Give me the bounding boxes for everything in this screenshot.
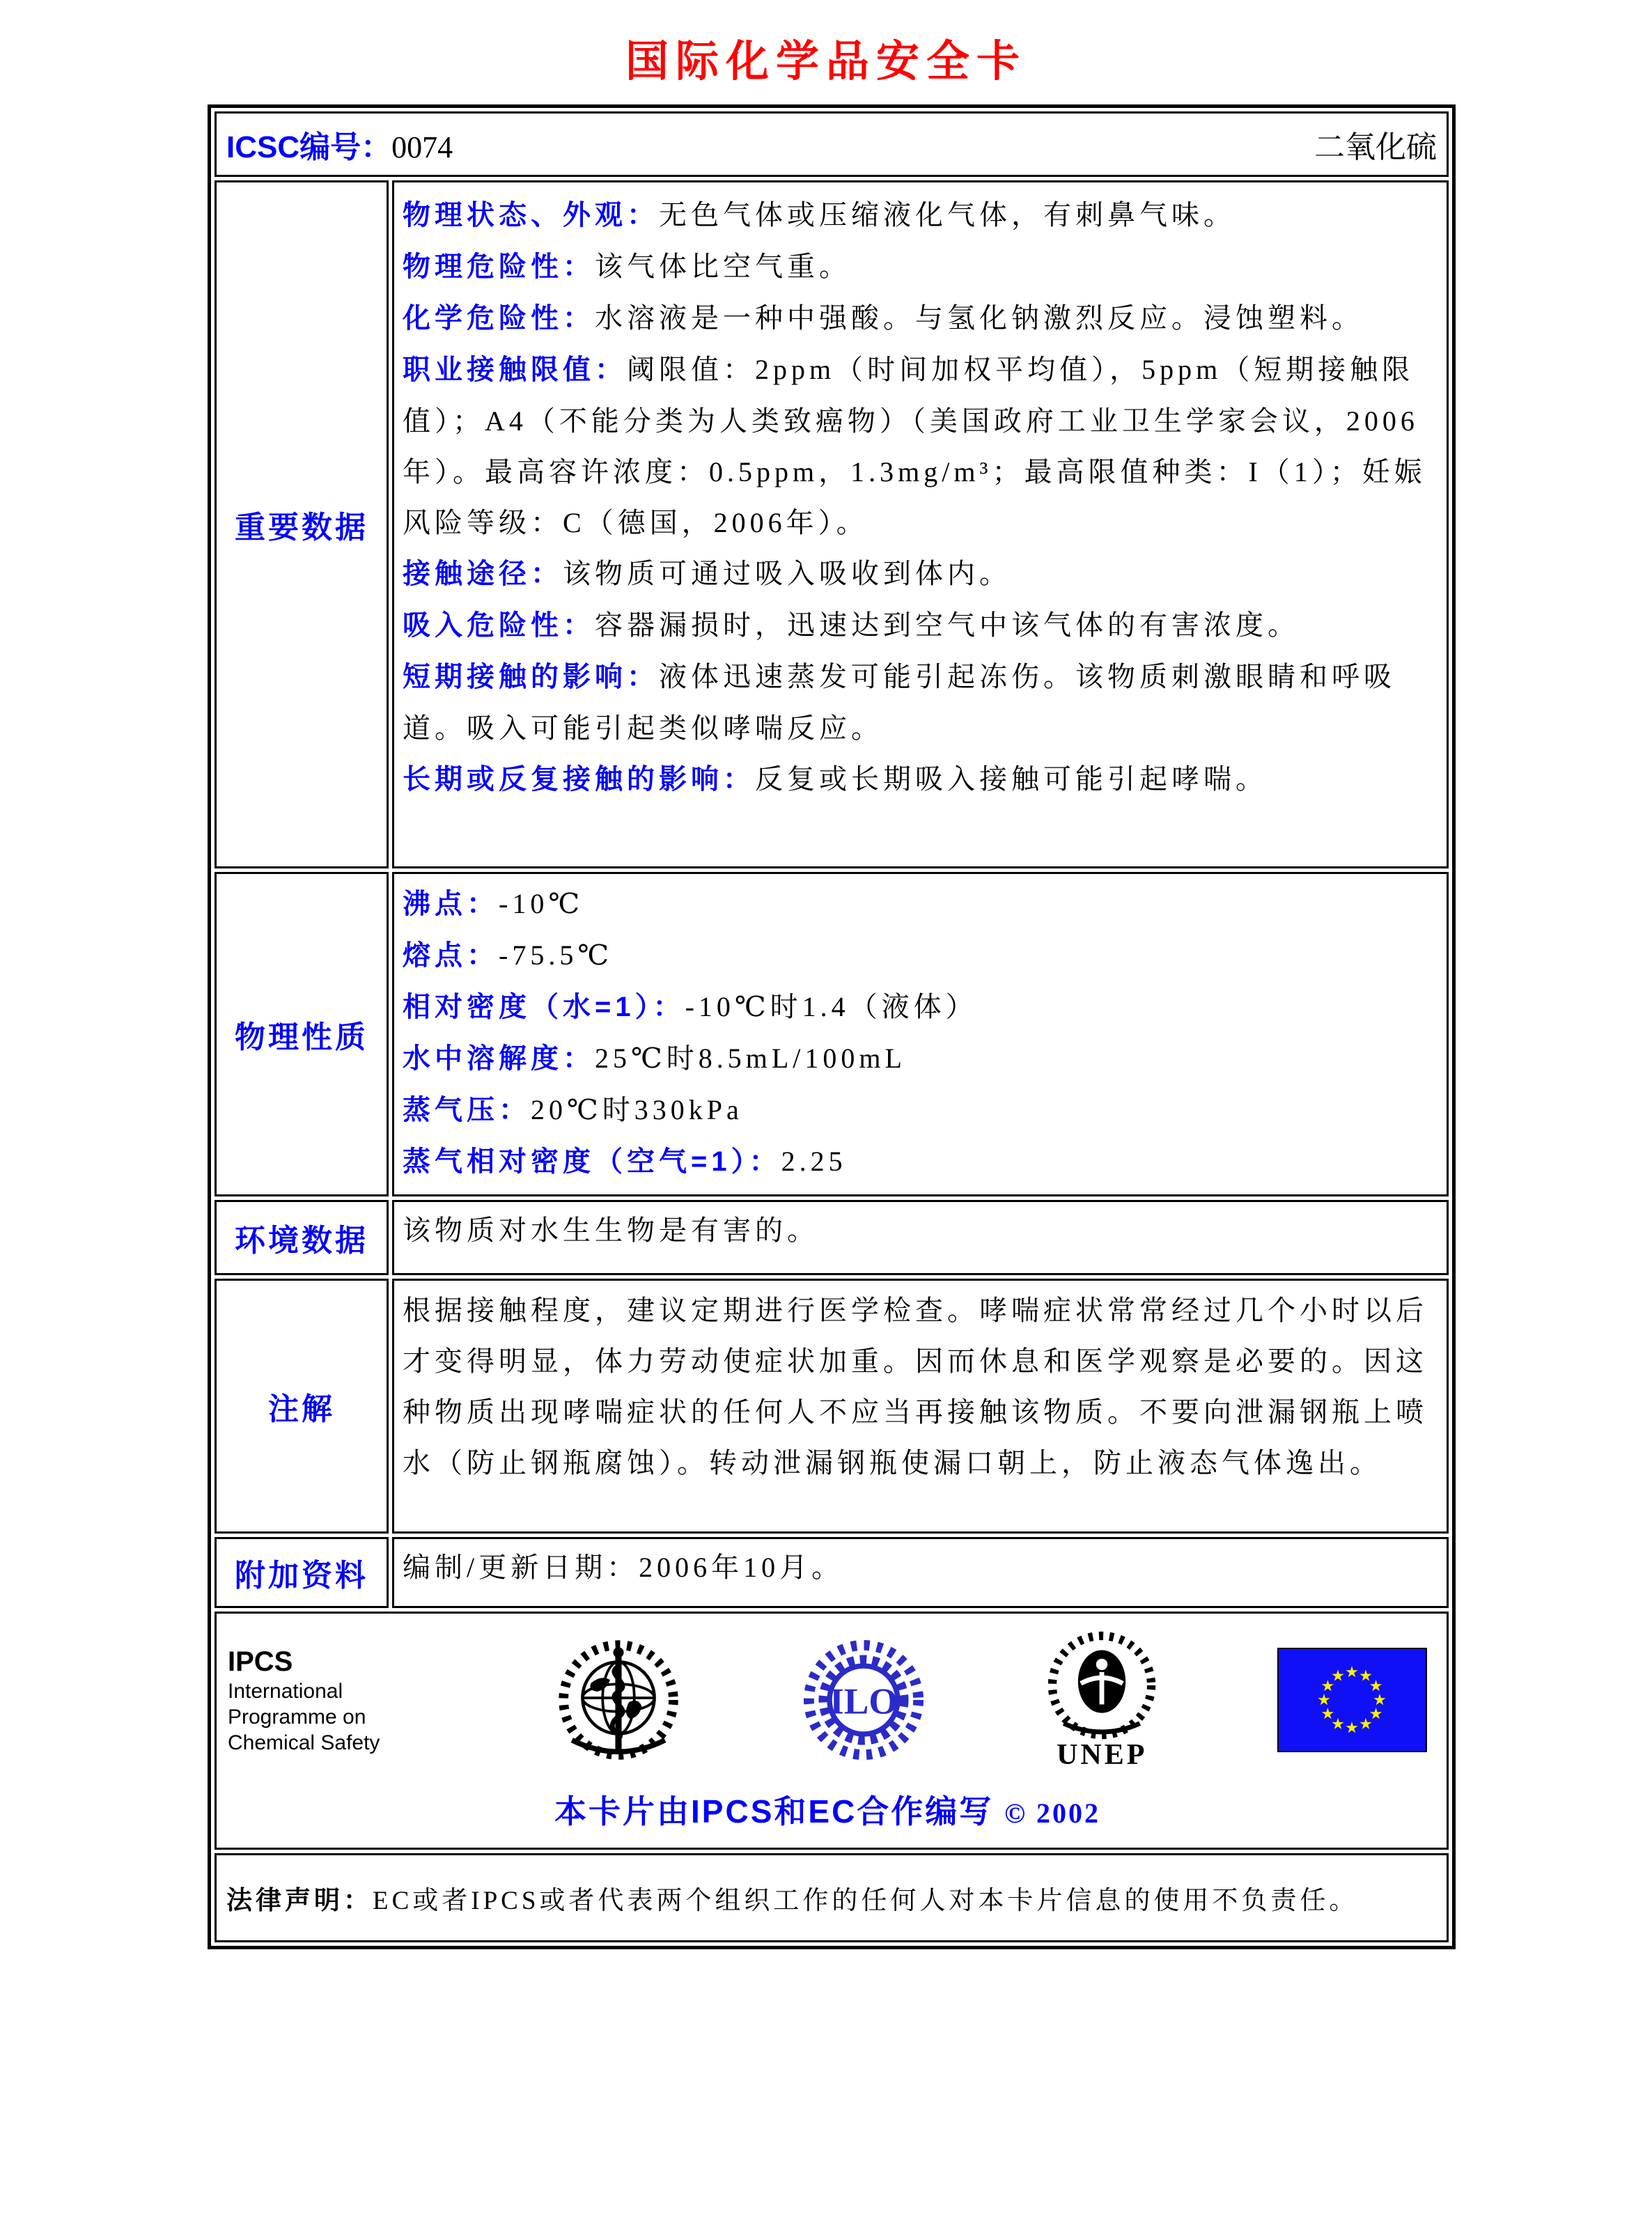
section-label-physical-properties: 物理性质	[215, 872, 389, 1196]
section-label-important-data: 重要数据	[215, 180, 389, 868]
field-melting-point: 熔点：-75.5℃	[403, 939, 614, 971]
table-row	[215, 1612, 1449, 1850]
icsc-number-field	[226, 122, 453, 166]
table-row	[215, 180, 1449, 868]
table-row	[215, 111, 1449, 177]
field-physical-danger: 物理危险性：该气体比空气重。	[403, 251, 851, 282]
unep-logo-block	[1043, 1628, 1160, 1772]
who-logo-icon	[554, 1637, 683, 1763]
field-notes-text: 根据接触程度，建议定期进行医学检查。哮喘症状常常经过几个小时以后才变得明显，体力劳动使症状加重。因而休息和医学观察是必要的。因这种物质出现哮喘症状的任何人不应当再接触该物质。不要向泄漏钢瓶上喷水（防止钢瓶腐蚀）。转动泄漏钢瓶使漏口朝上，防止液态气体逸出。	[403, 1295, 1428, 1479]
ipcs-title: IPCS	[228, 1646, 293, 1677]
table-row	[215, 872, 1449, 1196]
table-row	[215, 1853, 1449, 1942]
field-relative-density: 相对密度（水=1）：-10℃时1.4（液体）	[403, 991, 978, 1022]
page-title: 国际化学品安全卡	[625, 38, 1027, 86]
section-label-environmental-data: 环境数据	[215, 1200, 389, 1275]
chemical-name: 二氧化硫	[1314, 130, 1437, 164]
section-label-notes: 注解	[215, 1279, 389, 1534]
field-additional-text: 编制/更新日期：2006年10月。	[403, 1552, 844, 1583]
field-vapor-relative-density: 蒸气相对密度（空气=1）：2.25	[403, 1146, 847, 1177]
section-content-notes	[392, 1279, 1449, 1534]
ipcs-subtitle-line2: Programme on	[228, 1705, 366, 1729]
field-physical-state: 物理状态、外观：无色气体或压缩液化气体，有刺鼻气味。	[403, 199, 1236, 231]
footer-caption	[228, 1786, 1427, 1832]
ilo-logo-icon	[800, 1638, 927, 1762]
footer-caption-text: 本卡片由IPCS和EC合作编写	[554, 1793, 994, 1830]
field-water-solubility: 水中溶解度：25℃时8.5mL/100mL	[403, 1043, 906, 1074]
ipcs-subtitle-line3: Chemical Safety	[228, 1731, 380, 1754]
ipcs-subtitle-line1: International	[228, 1679, 343, 1703]
logos-row	[215, 1612, 1449, 1850]
legal-text: EC或者IPCS或者代表两个组织工作的任何人对本卡片信息的使用不负责任。	[373, 1887, 1359, 1915]
section-content-environmental-data	[392, 1200, 1449, 1275]
unep-logo-text: UNEP	[1057, 1739, 1148, 1771]
field-inhalation-risk: 吸入危险性：容器漏损时，迅速达到空气中该气体的有害浓度。	[403, 609, 1300, 641]
legal-label: 法律声明：	[226, 1886, 373, 1914]
section-content-physical-properties	[392, 872, 1449, 1196]
eu-flag-icon	[1277, 1648, 1427, 1752]
icsc-number-value: 0074	[391, 130, 453, 164]
logos-line	[228, 1623, 1427, 1777]
footer-copyright: © 2002	[1004, 1797, 1100, 1829]
table-row	[215, 1537, 1449, 1608]
section-content-important-data	[392, 180, 1449, 868]
table-row	[215, 1279, 1449, 1534]
legal-row	[215, 1853, 1449, 1942]
field-exposure-routes: 接触途径：该物质可通过吸入吸收到体内。	[403, 558, 1011, 589]
field-chemical-danger: 化学危险性：水溶液是一种中强酸。与氢化钠激烈反应。浸蚀塑料。	[403, 302, 1364, 334]
field-long-term-effects: 长期或反复接触的影响：反复或长期吸入接触可能引起哮喘。	[403, 763, 1268, 795]
ilo-logo-text: ILO	[829, 1680, 898, 1722]
field-boiling-point: 沸点：-10℃	[403, 888, 584, 919]
table-row	[215, 1200, 1449, 1275]
icsc-number-label: ICSC编号：	[226, 130, 392, 164]
icsc-table	[208, 104, 1456, 1949]
unep-logo-icon	[1043, 1628, 1160, 1742]
field-occupational-exposure-limits: 职业接触限值：阈限值：2ppm（时间加权平均值），5ppm（短期接触限值）；A4（不能分类为人类致癌物）（美国政府工业卫生学家会议，2006年）。最高容许浓度：0.5ppm，1.3mg/m³；最高限值种类：I（1）；妊娠风险等级：C（德国，2006年）。	[403, 354, 1426, 538]
section-label-additional-info: 附加资料	[215, 1537, 389, 1608]
field-short-term-effects: 短期接触的影响：液体迅速蒸发可能引起冻伤。该物质刺激眼睛和呼吸道。吸入可能引起类似哮喘反应。	[403, 661, 1396, 744]
field-vapor-pressure: 蒸气压：20℃时330kPa	[403, 1094, 743, 1125]
field-environment-text: 该物质对水生生物是有害的。	[403, 1215, 819, 1246]
ipcs-text-block	[228, 1645, 437, 1756]
section-content-additional-info	[392, 1537, 1449, 1608]
